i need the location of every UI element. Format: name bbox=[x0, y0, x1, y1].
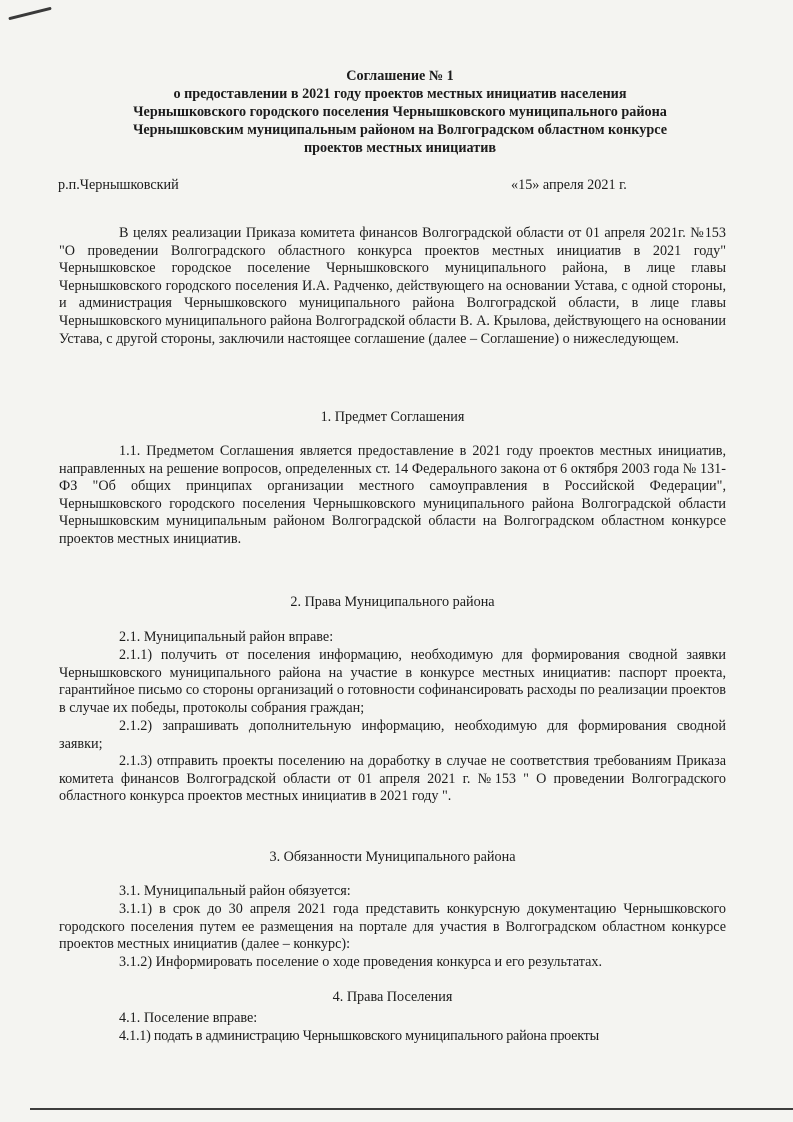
section-heading-2: 2. Права Муниципального района bbox=[290, 594, 495, 610]
section-1-paragraph-1: 1.1. Предметом Соглашения является предоставление в 2021 году проектов местных инициатив, направленных на решение вопросов, определенных ст. 14 Федерального закона от 6 октября 2003 года № 131-ФЗ "Об общих принципах организации местного самоуправления в Российской Федерации", Чернышковского городского поселения Чернышковского муниципального района Волгоградской области Чернышковским муниципальным районом Волгоградской области на Волгоградском областном конкурсе проектов местных инициатив. bbox=[59, 443, 726, 547]
preamble-paragraph: В целях реализации Приказа комитета финансов Волгоградской области от 01 апреля 2021г. №153 "О проведении Волгоградского областного конкурса проектов местных инициатив в 2021 году" Чернышковское городское поселение Чернышковского муниципального района, в лице главы Чернышковского городского поселения И.А. Радченко, действующего на основании Устава, с одной стороны, и администрация Чернышковского муниципального района Волгоградской области, в лице главы Чернышковского муниципального района Волгоградской области В. А. Крылова, действующего на основании Устава, с другой стороны, заключили настоящее соглашение (далее – Соглашение) о нижеследующем. bbox=[59, 225, 726, 347]
scan-mark bbox=[8, 7, 51, 21]
title-line: Чернышковским муниципальным районом на Волгоградском областном конкурсе bbox=[132, 122, 668, 138]
section-4-paragraph-1: 4.1. Поселение вправе: bbox=[119, 1010, 258, 1026]
title-line: Чернышковского городского поселения Чернышковского муниципального района bbox=[133, 104, 667, 120]
section-2-paragraph-3: 2.1.2) запрашивать дополнительную информацию, необходимую для формирования сводной заявки; bbox=[59, 718, 726, 752]
section-2-paragraph-1: 2.1. Муниципальный район вправе: bbox=[119, 629, 334, 645]
section-2-paragraph-4: 2.1.3) отправить проекты поселению на доработку в случае не соответствия требованиям Приказа комитета финансов Волгоградской области от 01 апреля 2021 г. №153 " О проведении Волгоградского областного конкурса проектов местных инициатив в 2021 году ". bbox=[59, 753, 726, 805]
title-line: о предоставлении в 2021 году проектов местных инициатив населения bbox=[173, 86, 627, 102]
section-4-paragraph-2: 4.1.1) подать в администрацию Чернышковского муниципального района проекты bbox=[119, 1028, 599, 1044]
document-title bbox=[60, 67, 740, 157]
section-3-paragraph-2: 3.1.1) в срок до 30 апреля 2021 года представить конкурсную документацию Чернышковского городского поселения путем ее размещения на портале для участия в Волгоградском областном конкурсе проектов местных инициатив (далее – конкурс): bbox=[59, 901, 726, 953]
document-place: р.п.Чернышковский bbox=[58, 177, 179, 193]
section-2-paragraph-2: 2.1.1) получить от поселения информацию, необходимую для формирования сводной заявки Чернышковского муниципального района на участие в конкурсе местных инициатив: паспорт проекта, гарантийное письмо со стороны организаций о готовности софинансировать расходы по реализации проектов в случае их победы, протоколы собрания граждан; bbox=[59, 647, 726, 716]
page-bottom-edge bbox=[30, 1108, 793, 1110]
section-heading-3: 3. Обязанности Муниципального района bbox=[269, 849, 516, 865]
title-line: проектов местных инициатив bbox=[303, 140, 497, 156]
section-heading-4: 4. Права Поселения bbox=[332, 989, 453, 1005]
title-line: Соглашение № 1 bbox=[346, 68, 454, 84]
section-3-paragraph-1: 3.1. Муниципальный район обязуется: bbox=[119, 883, 351, 899]
section-heading-1: 1. Предмет Соглашения bbox=[320, 409, 465, 425]
document-date: «15» апреля 2021 г. bbox=[511, 177, 627, 193]
section-3-paragraph-3: 3.1.2) Информировать поселение о ходе проведения конкурса и его результатах. bbox=[119, 954, 603, 970]
